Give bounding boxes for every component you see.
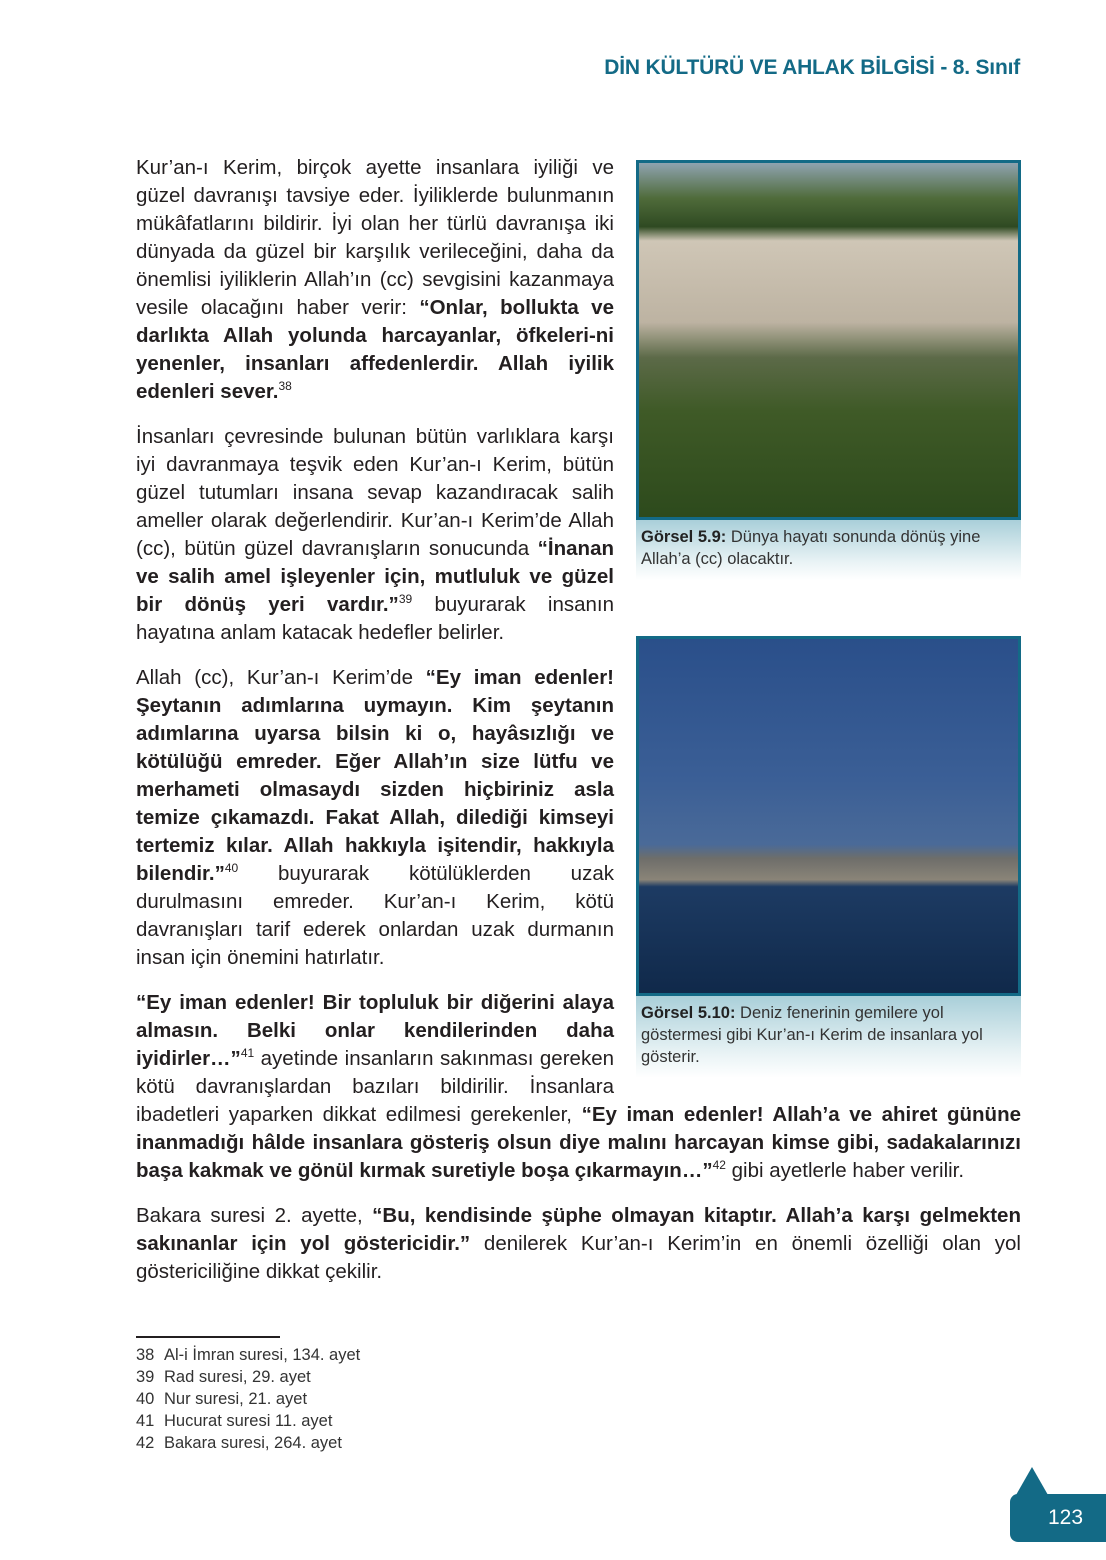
quote: “Bu, kendisinde şüphe olmayan kitaptır. Allah’a karşı gelmekten sakınanlar için yol göstericidir.” <box>136 1204 1021 1255</box>
footnote <box>136 1432 360 1454</box>
text: Bakara suresi 2. ayette, <box>136 1204 373 1227</box>
footnote-text: Rad suresi, 29. ayet <box>164 1368 311 1386</box>
figure-5-9 <box>636 160 1021 580</box>
text: buyurarak kötülüklerden uzak durulmasını emreder. Kur’an-ı Kerim, kötü davranışları tarif ederek onlardan uzak durmanın insan için önemini hatırlatır. <box>136 862 614 969</box>
text: Kur’an-ı Kerim, birçok ayette insanlara iyiliği ve güzel davranışı tavsiye eder. İyiliklerde bulunmanın mükâfatlarını bildirir. İyi olan her türlü davranışa iki dünyada da güzel bir karşılık verileceğini, daha da önemlisi iyiliklerin Allah’ın (cc) sevgisini kazanmaya vesile olacağını haber verir: <box>136 156 614 319</box>
caption-text: Dünya hayatı sonunda dönüş yine Allah’a (cc) olacaktır. <box>641 528 981 568</box>
caption-label: Görsel 5.9: <box>641 528 727 546</box>
text: Allah (cc), Kur’an-ı Kerim’de <box>136 666 426 689</box>
footnote-text: Bakara suresi, 264. ayet <box>164 1434 342 1452</box>
text: buyurarak insanın hayatına anlam katacak hedefler belirler. <box>136 593 615 644</box>
quote: “Ey iman edenler! Şeytanın adımlarına uymayın. Kim şeytanın adımlarına uyarsa bilsin ki o, hayâsızlığı ve kötülüğü emreder. Eğer Allah’ın size lütfu ve merhameti olmasaydı sizden hiçbiriniz asla temize çıkamazdı. Fakat Allah, dilediği kimseyi tertemiz kılar. Allah hakkıyla işitendir, hakkıyla bilendir.” <box>136 666 614 885</box>
lighthouse-photo <box>636 636 1021 996</box>
footnote-divider <box>136 1336 280 1338</box>
quote: “Ey iman edenler! Allah’a ve ahiret gününe inanmadığı hâlde insanlara gösteriş olsun diye malını harcayan kimse gibi, sadakalarınızı başa kakmak ve gönül kırmak suretiyle boşa çıkarmayın…” <box>136 1103 1021 1182</box>
cemetery-photo <box>636 160 1021 520</box>
body-text <box>136 154 1021 1303</box>
figure-5-10 <box>636 636 1021 1076</box>
figure-caption <box>636 520 1021 580</box>
footnote-number: 39 <box>136 1368 155 1386</box>
footnote <box>136 1366 360 1388</box>
footnote-text: Nur suresi, 21. ayet <box>164 1390 308 1408</box>
caption-label: Görsel 5.10: <box>641 1004 736 1022</box>
text: ayetinde insanların sakınması gereken kötü davranışlardan bazıları bildirilir. İnsanlara ibadetleri yaparken dikkat edilmesi gerekenler, <box>136 1047 614 1126</box>
footnote-number: 38 <box>136 1346 155 1364</box>
quote: “İnanan ve salih amel işleyenler için, mutluluk ve güzel bir dönüş yeri vardır.” <box>136 537 614 616</box>
text: denilerek Kur’an-ı Kerim’in en önemli özelliği olan yol göstericiliğine dikkat çekilir. <box>136 1232 1021 1283</box>
footnote-number: 42 <box>136 1434 155 1452</box>
footnote <box>136 1388 360 1410</box>
quote: “Onlar, bollukta ve darlıkta Allah yolunda harcayanlar, öfkeleri-ni yenenler, insanları affedenlerdir. Allah iyilik edenleri sever. <box>136 296 614 403</box>
footnote-text: Al-i İmran suresi, 134. ayet <box>164 1346 361 1364</box>
footnotes <box>136 1336 360 1454</box>
footnote <box>136 1410 360 1432</box>
footnote-ref: 42 <box>712 1158 726 1173</box>
page-tab-arrow <box>1016 1467 1048 1495</box>
footnote-text: Hucurat suresi 11. ayet <box>164 1412 333 1430</box>
caption-text: Deniz fenerinin gemilere yol göstermesi gibi Kur’an-ı Kerim de insanlara yol gösterir. <box>641 1004 983 1066</box>
figure-caption <box>636 996 1021 1078</box>
quote: “Ey iman edenler! Bir topluluk bir diğerini alaya almasın. Belki onlar kendilerinden daha iyidirler…” <box>136 991 614 1070</box>
footnote-number: 40 <box>136 1390 155 1408</box>
text: İnsanları çevresinde bulunan bütün varlıklara karşı iyi davranmaya teşvik eden Kur’an-ı Kerim, bütün güzel tutumları insana sevap kazandıracak salih ameller olarak değerlendirir. Kur’an-ı Kerim’de Allah (cc), bütün güzel davranışların sonucunda <box>136 425 614 560</box>
footnote-ref: 40 <box>224 861 239 876</box>
footnote-ref: 39 <box>398 592 413 607</box>
footnote <box>136 1344 360 1366</box>
page-number: 123 <box>1010 1494 1106 1542</box>
footnote-ref: 41 <box>240 1046 255 1061</box>
footnote-number: 41 <box>136 1412 155 1430</box>
text: gibi ayetlerle haber verilir. <box>725 1159 965 1182</box>
running-header: DİN KÜLTÜRÜ VE AHLAK BİLGİSİ - 8. Sınıf <box>604 56 1020 79</box>
footnote-ref: 38 <box>278 379 292 394</box>
paragraph <box>136 1202 1021 1286</box>
